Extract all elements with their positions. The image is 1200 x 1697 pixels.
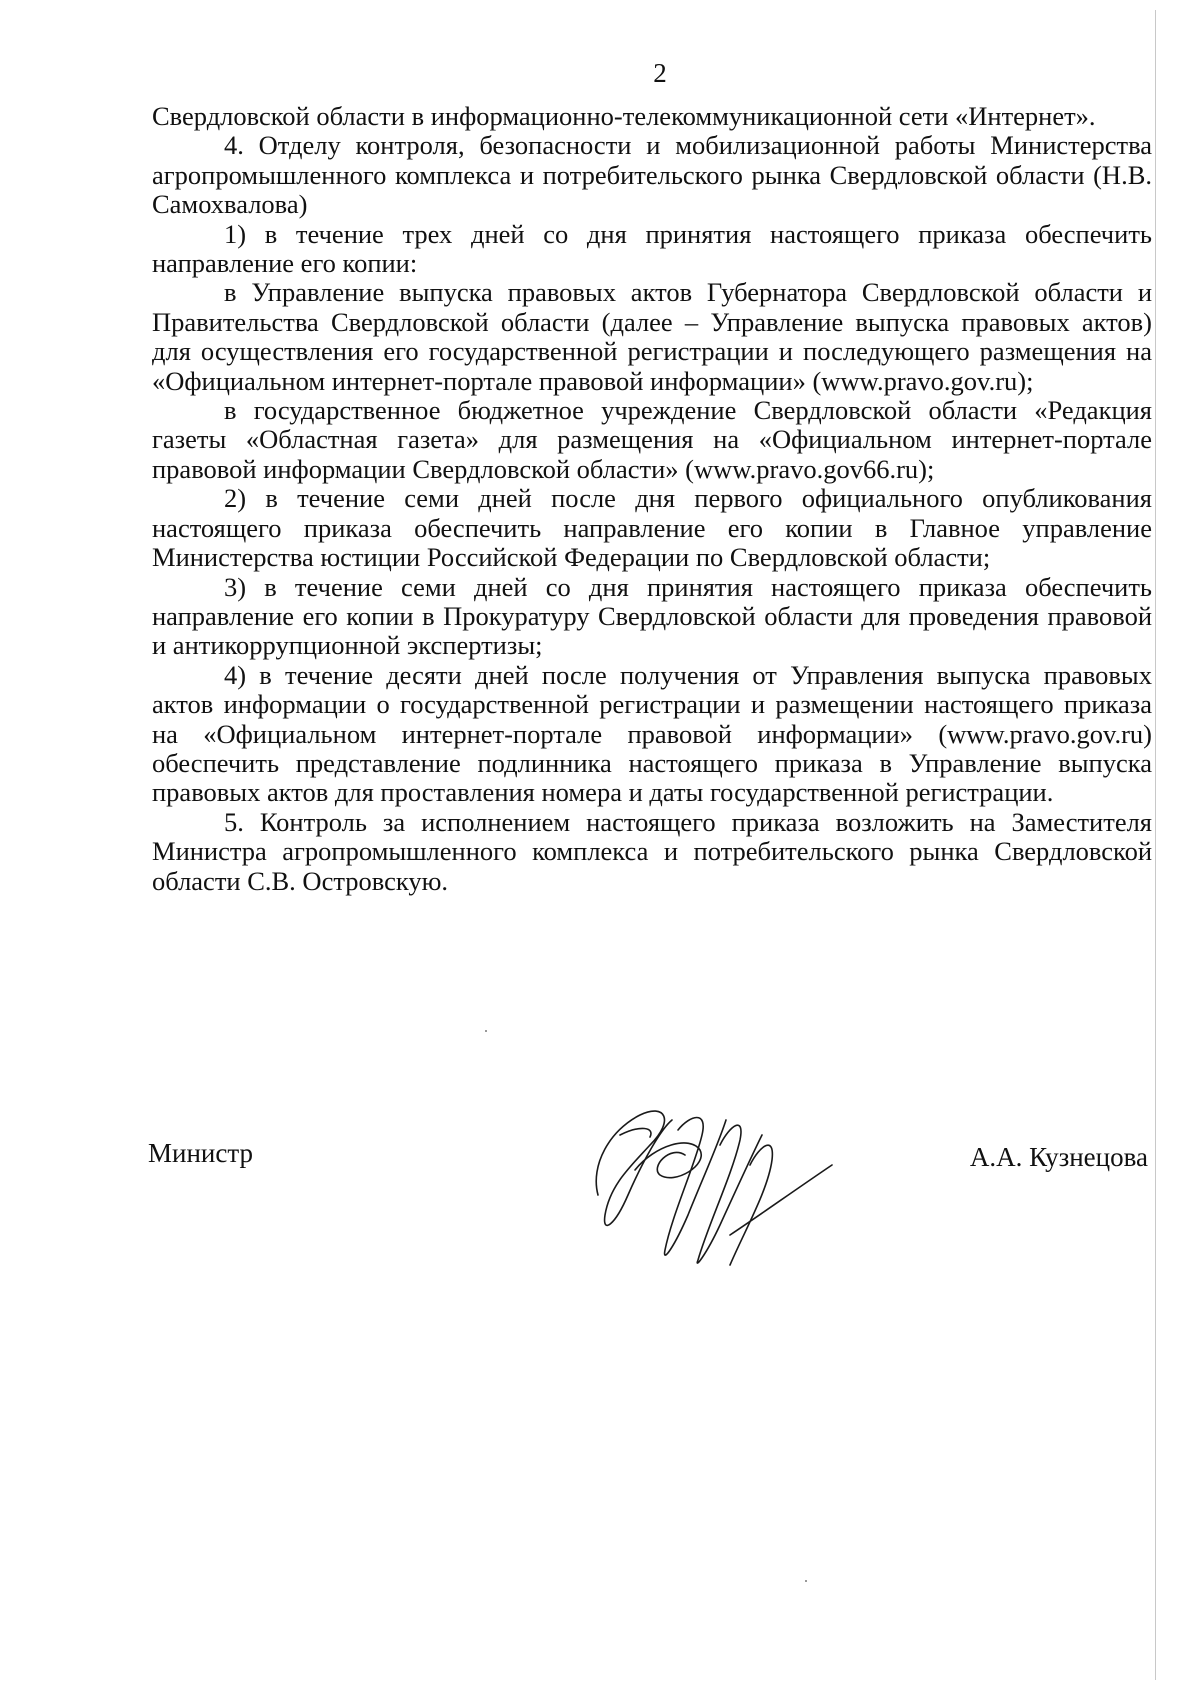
paragraph-subitem-4: 4) в течение десяти дней после получения от Управления выпуска правовых актов информации о государственной регистрации и размещении настоящего приказа на «Официальном интернет-портале правовой информации» (www.pravo.gov.ru) обеспечить представление подлинника настоящего приказа в Управление выпуска правовых актов для проставления номера и даты государственной регистрации. xyxy=(152,659,1152,808)
paragraph-recipient-oblastnaya-gazeta: в государственное бюджетное учреждение Свердловской области «Редакция газеты «Областная газета» для размещения на «Официальном интернет-портале правовой информации Свердловской области» (www.pravo.gov66.ru); xyxy=(152,395,1152,484)
document-body xyxy=(152,102,1152,896)
scan-speck xyxy=(805,1580,807,1582)
page-edge-line xyxy=(1155,10,1156,1680)
paragraph-recipient-governor-office: в Управление выпуска правовых актов Губернатора Свердловской области и Правительства Свердловской области (далее – Управление выпуска правовых актов) для осуществления его государственной регистрации и последующего размещения на «Официальном интернет-портале правовой информации» (www.pravo.gov.ru); xyxy=(152,277,1152,396)
paragraph-item-5: 5. Контроль за исполнением настоящего приказа возложить на Заместителя Министра агропромышленного комплекса и потребительского рынка Свердловской области С.В. Островскую. xyxy=(152,806,1152,896)
scan-speck xyxy=(485,1030,487,1032)
paragraph-item-4: 4. Отделу контроля, безопасности и мобилизационной работы Министерства агропромышленного комплекса и потребительского рынка Свердловской области (Н.В. Самохвалова) xyxy=(152,130,1152,220)
paragraph-subitem-3: 3) в течение семи дней со дня принятия настоящего приказа обеспечить направление его копии в Прокуратуру Свердловской области для проведения правовой и антикоррупционной экспертизы; xyxy=(152,571,1152,661)
signatory-title: Министр xyxy=(148,1138,253,1168)
signatory-name: А.А. Кузнецова xyxy=(969,1142,1148,1172)
handwritten-signature xyxy=(580,1075,850,1275)
paragraph-subitem-2: 2) в течение семи дней после дня первого официального опубликования настоящего приказа обеспечить направление его копии в Главное управление Министерства юстиции Российской Федерации по Свердловской области; xyxy=(152,483,1152,573)
paragraph-continuation: Свердловской области в информационно-телекоммуникационной сети «Интернет». xyxy=(152,101,1096,131)
page-number: 2 xyxy=(653,58,667,88)
paragraph-subitem-1: 1) в течение трех дней со дня принятия настоящего приказа обеспечить направление его копии: xyxy=(152,218,1152,279)
